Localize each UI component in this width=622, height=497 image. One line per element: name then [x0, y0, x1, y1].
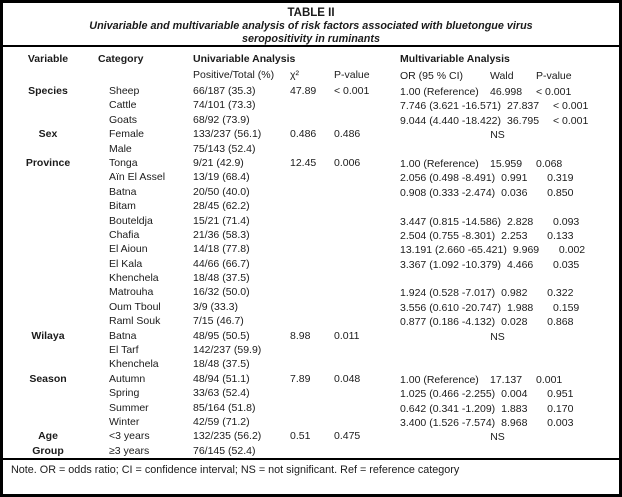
- or-ci-cell: 3.556 (0.610 -20.747): [400, 301, 501, 314]
- p-value-multi-cell: 0.951: [547, 388, 574, 401]
- multivariable-cell: [384, 358, 619, 372]
- positive-total-cell: 18/48 (37.5): [193, 358, 250, 371]
- category-cell: <3 years: [109, 430, 150, 443]
- chi-square-cell: [274, 98, 318, 112]
- table-row: [3, 98, 619, 112]
- category-cell: Bitam: [109, 200, 136, 213]
- chi-square-cell: [274, 142, 318, 156]
- multivariable-cell: [384, 445, 619, 459]
- p-value-uni-cell: [318, 242, 384, 256]
- multivariable-cell: [384, 402, 619, 416]
- multivariable-cell: [384, 330, 619, 344]
- wald-cell: 9.969: [512, 244, 540, 257]
- table-row: [3, 429, 619, 443]
- table-row: [3, 228, 619, 242]
- table-number: TABLE II: [287, 7, 335, 19]
- table-row: [3, 314, 619, 328]
- variable-cell: Species: [28, 85, 68, 97]
- p-value-uni-cell: [318, 444, 384, 458]
- or-ci-cell: 2.056 (0.498 -8.491): [400, 172, 496, 185]
- variable-cell: [3, 185, 93, 199]
- p-value-uni-cell: [318, 357, 384, 371]
- chi-square-cell: [274, 199, 318, 213]
- table-row: [3, 300, 619, 314]
- or-ci-cell: 9.044 (4.440 -18.422): [400, 114, 501, 127]
- p-value-uni-cell: [318, 214, 384, 228]
- table-row: [3, 214, 619, 228]
- variable-cell: [3, 228, 93, 242]
- table-row: [3, 271, 619, 285]
- positive-total-cell: 132/235 (56.2): [193, 430, 262, 443]
- chi-square-cell: [274, 285, 318, 299]
- header-p-value-uni: P-value: [334, 69, 370, 81]
- variable-cell: [3, 300, 93, 314]
- p-value-uni-cell: [318, 386, 384, 400]
- multivariable-cell: [384, 128, 619, 142]
- category-cell: Goats: [109, 113, 138, 126]
- variable-cell: [3, 314, 93, 328]
- category-cell: Bouteldja: [109, 214, 153, 227]
- positive-total-cell: 14/18 (77.8): [193, 243, 250, 256]
- category-cell: Chafia: [109, 228, 140, 241]
- category-cell: Oum Tboul: [109, 300, 161, 313]
- variable-cell: Sex: [38, 128, 58, 141]
- p-value-multi-cell: < 0.001: [553, 114, 589, 127]
- positive-total-cell: 48/95 (50.5): [193, 329, 250, 342]
- positive-total-cell: 21/36 (58.3): [193, 228, 250, 241]
- chi-square-cell: 47.89: [290, 85, 317, 97]
- p-value-uni-cell: 0.011: [334, 329, 360, 342]
- positive-total-cell: 18/48 (37.5): [193, 272, 250, 285]
- multivariable-cell: [384, 171, 619, 185]
- table-row: [3, 113, 619, 127]
- p-value-multi-cell: 0.319: [547, 172, 574, 185]
- positive-total-cell: 74/101 (73.3): [193, 99, 256, 112]
- category-cell: Khenchela: [109, 358, 159, 371]
- p-value-uni-cell: 0.486: [334, 128, 361, 141]
- variable-cell: [3, 214, 93, 228]
- p-value-uni-cell: [318, 228, 384, 242]
- multivariable-cell: [384, 258, 619, 272]
- p-value-multi-cell: 0.170: [547, 402, 574, 415]
- multivariable-cell: [384, 373, 619, 387]
- wald-cell: 27.837: [507, 100, 540, 113]
- chi-square-cell: [274, 214, 318, 228]
- category-cell: Khenchela: [109, 272, 159, 285]
- multivariable-cell: [384, 430, 619, 444]
- p-value-uni-cell: [318, 285, 384, 299]
- wald-cell: 1.883: [501, 402, 528, 415]
- p-value-uni-cell: [318, 401, 384, 415]
- multivariable-cell: [384, 344, 619, 358]
- multivariable-cell: [384, 186, 619, 200]
- multivariable-cell: [384, 143, 619, 157]
- variable-cell: [3, 343, 93, 357]
- category-cell: Raml Souk: [109, 315, 161, 328]
- chi-square-cell: 8.98: [290, 329, 311, 342]
- category-cell: Batna: [109, 185, 137, 198]
- table-row: [3, 415, 619, 429]
- p-value-multi-cell: 0.133: [547, 229, 574, 242]
- p-value-multi-cell: 0.002: [558, 244, 586, 257]
- table-note: Note. OR = odds ratio; CI = confidence interval; NS = not significant. Ref = reference category: [11, 464, 460, 477]
- table-title-block: [3, 3, 619, 47]
- or-ci-cell: 1.00 (Reference): [400, 86, 479, 98]
- category-cell: Autumn: [109, 372, 146, 385]
- category-cell: Female: [109, 128, 145, 141]
- p-value-uni-cell: [318, 170, 384, 184]
- p-value-multi-cell: 0.068: [536, 157, 563, 170]
- wald-cell: 4.466: [507, 258, 534, 271]
- table-row: [3, 343, 619, 357]
- or-ci-cell: 1.00 (Reference): [400, 373, 479, 386]
- chi-square-cell: [274, 415, 318, 429]
- or-ci-cell: 1.025 (0.466 -2.255): [400, 388, 496, 401]
- p-value-uni-cell: [318, 271, 384, 285]
- or-ci-cell: 0.642 (0.341 -1.209): [400, 402, 496, 415]
- wald-cell: 0.991: [501, 172, 528, 185]
- p-value-multi-cell: 0.035: [553, 258, 580, 271]
- chi-square-cell: 12.45: [290, 156, 317, 169]
- multivariable-cell: [384, 416, 619, 430]
- wald-cell: 0.028: [501, 316, 528, 329]
- wald-cell: 8.968: [501, 416, 528, 429]
- p-value-uni-cell: [318, 142, 384, 156]
- table-header: [3, 47, 619, 84]
- p-value-multi-cell: 0.322: [547, 287, 574, 300]
- table-row: [3, 84, 619, 98]
- positive-total-cell: 15/21 (71.4): [193, 214, 250, 227]
- chi-square-cell: [274, 113, 318, 127]
- category-cell: Summer: [109, 401, 149, 414]
- wald-cell: 0.004: [501, 388, 528, 401]
- p-value-uni-cell: [318, 343, 384, 357]
- chi-square-cell: [274, 444, 318, 458]
- category-cell: El Kala: [109, 257, 143, 270]
- ns-badge: NS: [490, 431, 505, 444]
- or-ci-cell: 0.877 (0.186 -4.132): [400, 316, 496, 329]
- multivariable-cell: [384, 229, 619, 243]
- chi-square-cell: [274, 401, 318, 415]
- p-value-multi-cell: 0.001: [536, 373, 563, 386]
- positive-total-cell: 48/94 (51.1): [193, 372, 250, 385]
- variable-cell: Group: [32, 444, 64, 457]
- wald-cell: 46.998: [490, 86, 523, 98]
- p-value-multi-cell: 0.159: [553, 301, 580, 314]
- variable-cell: [3, 415, 93, 429]
- or-ci-cell: 7.746 (3.621 -16.571): [400, 100, 501, 113]
- category-cell: ≥3 years: [109, 444, 150, 457]
- p-value-uni-cell: < 0.001: [334, 85, 370, 97]
- wald-cell: 17.137: [490, 373, 523, 386]
- table-row: [3, 257, 619, 271]
- positive-total-cell: 76/145 (52.4): [193, 444, 256, 457]
- chi-square-cell: 0.486: [290, 128, 317, 141]
- p-value-uni-cell: [318, 314, 384, 328]
- wald-cell: 1.988: [507, 301, 534, 314]
- wald-cell: 15.959: [490, 157, 523, 170]
- chi-square-cell: 0.51: [290, 430, 311, 443]
- variable-cell: Season: [29, 372, 67, 385]
- category-cell: Tonga: [109, 156, 138, 169]
- chi-square-cell: [274, 185, 318, 199]
- variable-cell: [3, 113, 93, 127]
- header-chi-square: χ²: [290, 69, 300, 81]
- or-ci-cell: 1.00 (Reference): [400, 157, 479, 170]
- table-row: [3, 199, 619, 213]
- positive-total-cell: 13/19 (68.4): [193, 171, 250, 184]
- multivariable-cell: [384, 114, 619, 128]
- table-row: [3, 444, 619, 458]
- positive-total-cell: 28/45 (62.2): [193, 200, 250, 213]
- positive-total-cell: 16/32 (50.0): [193, 286, 250, 299]
- p-value-multi-cell: 0.868: [547, 316, 574, 329]
- p-value-uni-cell: [318, 415, 384, 429]
- or-ci-cell: 3.400 (1.526 -7.574): [400, 416, 496, 429]
- table-row: [3, 285, 619, 299]
- p-value-multi-cell: 0.003: [547, 416, 574, 429]
- header-univariable-analysis: Univariable Analysis: [193, 53, 296, 65]
- variable-cell: Age: [38, 430, 58, 443]
- table-row: [3, 386, 619, 400]
- category-cell: Spring: [109, 387, 140, 400]
- variable-cell: [3, 170, 93, 184]
- p-value-uni-cell: [318, 257, 384, 271]
- header-wald: Wald: [490, 70, 514, 82]
- multivariable-cell: [384, 243, 619, 257]
- category-cell: El Tarf: [109, 344, 139, 357]
- or-ci-cell: 0.908 (0.333 -2.474): [400, 186, 496, 199]
- table-row: [3, 156, 619, 170]
- ns-badge: NS: [490, 129, 505, 142]
- chi-square-cell: [274, 314, 318, 328]
- variable-cell: [3, 199, 93, 213]
- p-value-uni-cell: [318, 113, 384, 127]
- header-variable: Variable: [27, 53, 69, 65]
- wald-cell: 2.828: [507, 215, 534, 228]
- header-p-value-multi: P-value: [536, 70, 572, 82]
- multivariable-cell: [384, 85, 619, 99]
- variable-cell: [3, 98, 93, 112]
- positive-total-cell: 33/63 (52.4): [193, 387, 250, 400]
- variable-cell: [3, 386, 93, 400]
- category-cell: Batna: [109, 329, 137, 342]
- wald-cell: 2.253: [501, 229, 528, 242]
- category-cell: El Aioun: [109, 243, 148, 256]
- table-body: [3, 84, 619, 458]
- multivariable-cell: [384, 272, 619, 286]
- table-row: [3, 329, 619, 343]
- or-ci-cell: 3.367 (1.092 -10.379): [400, 258, 501, 271]
- positive-total-cell: 3/9 (33.3): [193, 300, 238, 313]
- chi-square-cell: [274, 271, 318, 285]
- header-multivariable-analysis: Multivariable Analysis: [400, 53, 510, 65]
- category-cell: Male: [109, 142, 132, 155]
- positive-total-cell: 7/15 (46.7): [193, 315, 244, 328]
- header-positive-total: Positive/Total (%): [193, 69, 275, 81]
- positive-total-cell: 68/92 (73.9): [193, 113, 250, 126]
- table-row: [3, 170, 619, 184]
- multivariable-cell: [384, 301, 619, 315]
- or-ci-cell: 1.924 (0.528 -7.017): [400, 287, 496, 300]
- multivariable-cell: [384, 157, 619, 171]
- or-ci-cell: 3.447 (0.815 -14.586): [400, 215, 501, 228]
- multivariable-cell: [384, 315, 619, 329]
- variable-cell: Wilaya: [31, 329, 65, 342]
- table-row: [3, 357, 619, 371]
- p-value-multi-cell: 0.850: [547, 186, 574, 199]
- positive-total-cell: 42/59 (71.2): [193, 415, 250, 428]
- p-value-multi-cell: < 0.001: [536, 86, 572, 98]
- chi-square-cell: [274, 357, 318, 371]
- multivariable-cell: [384, 215, 619, 229]
- positive-total-cell: 9/21 (42.9): [193, 156, 244, 169]
- ns-badge: NS: [490, 330, 505, 343]
- or-ci-cell: 2.504 (0.755 -8.301): [400, 229, 496, 242]
- table-row: [3, 142, 619, 156]
- variable-cell: [3, 242, 93, 256]
- multivariable-cell: [384, 99, 619, 113]
- positive-total-cell: 75/143 (52.4): [193, 142, 256, 155]
- positive-total-cell: 20/50 (40.0): [193, 185, 250, 198]
- positive-total-cell: 133/237 (56.1): [193, 128, 262, 141]
- category-cell: Cattle: [109, 99, 137, 112]
- category-cell: Matrouha: [109, 286, 154, 299]
- variable-cell: [3, 271, 93, 285]
- chi-square-cell: [274, 228, 318, 242]
- table-row: [3, 127, 619, 141]
- p-value-uni-cell: 0.048: [334, 372, 361, 385]
- category-cell: Winter: [109, 415, 140, 428]
- or-ci-cell: 13.191 (2.660 -65.421): [400, 244, 507, 257]
- chi-square-cell: [274, 170, 318, 184]
- table-row: [3, 401, 619, 415]
- chi-square-cell: [274, 300, 318, 314]
- positive-total-cell: 66/187 (35.3): [193, 85, 256, 97]
- wald-cell: 36.795: [507, 114, 540, 127]
- p-value-multi-cell: 0.093: [553, 215, 580, 228]
- table-note-block: [3, 458, 619, 494]
- table-subtitle-line-2: seropositivity in ruminants: [242, 33, 380, 45]
- chi-square-cell: 7.89: [290, 372, 311, 385]
- category-cell: Sheep: [109, 85, 140, 97]
- table-row: [3, 242, 619, 256]
- category-cell: Aïn El Assel: [109, 171, 166, 184]
- p-value-uni-cell: [318, 199, 384, 213]
- positive-total-cell: 85/164 (51.8): [193, 401, 256, 414]
- chi-square-cell: [274, 386, 318, 400]
- p-value-uni-cell: [318, 300, 384, 314]
- p-value-uni-cell: 0.006: [334, 156, 361, 169]
- multivariable-cell: [384, 200, 619, 214]
- chi-square-cell: [274, 343, 318, 357]
- p-value-multi-cell: < 0.001: [553, 100, 589, 113]
- p-value-uni-cell: [318, 98, 384, 112]
- variable-cell: [3, 285, 93, 299]
- table-row: [3, 185, 619, 199]
- positive-total-cell: 44/66 (66.7): [193, 257, 250, 270]
- variable-cell: Province: [25, 156, 71, 169]
- variable-cell: [3, 401, 93, 415]
- p-value-uni-cell: 0.475: [334, 430, 361, 443]
- header-or-ci: OR (95 % CI): [400, 70, 464, 82]
- table-row: [3, 372, 619, 386]
- multivariable-cell: [384, 387, 619, 401]
- chi-square-cell: [274, 257, 318, 271]
- variable-cell: [3, 142, 93, 156]
- wald-cell: 0.982: [501, 287, 528, 300]
- multivariable-cell: [384, 286, 619, 300]
- chi-square-cell: [274, 242, 318, 256]
- wald-cell: 0.036: [501, 186, 528, 199]
- table-subtitle-line-1: Univariable and multivariable analysis of risk factors associated with bluetongue virus: [89, 20, 533, 32]
- positive-total-cell: 142/237 (59.9): [193, 344, 262, 357]
- variable-cell: [3, 257, 93, 271]
- header-category: Category: [98, 53, 144, 65]
- variable-cell: [3, 357, 93, 371]
- p-value-uni-cell: [318, 185, 384, 199]
